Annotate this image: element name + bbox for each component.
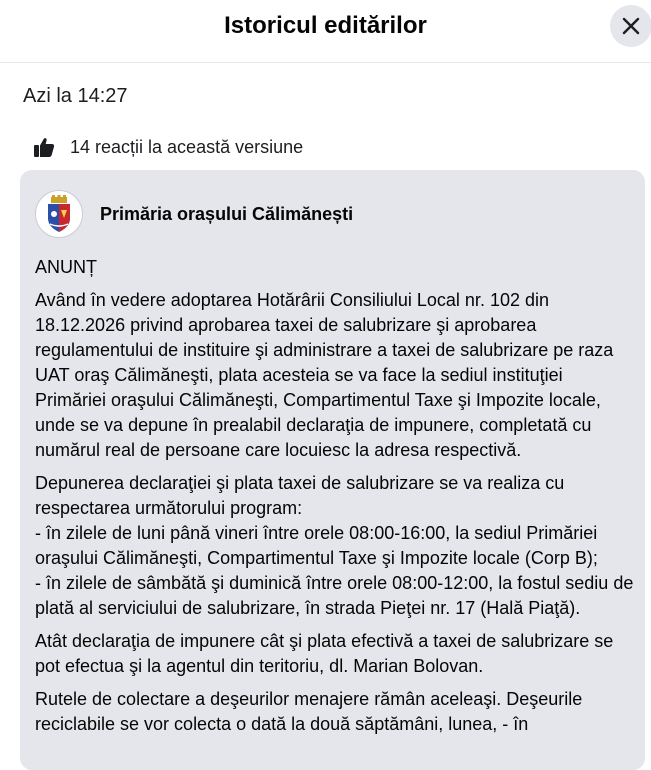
- post-paragraph: [35, 288, 635, 463]
- paragraph-line: - în zilele de luni până vineri între orele 08:00-16:00, la sediul Primăriei oraşului Călimăneşti, Compartimentul Taxe şi Impozite locale (Corp B);: [35, 523, 598, 568]
- post-heading: ANUNȚ: [35, 257, 97, 277]
- paragraph-line: Rutele de colectare a deşeurilor menajere rămân aceleaşi. Deşeurile reciclabile se vor colecta o dată la două săptămâni, lunea, - în: [35, 689, 583, 734]
- page-name-link[interactable]: Primăria orașului Călimănești: [100, 203, 354, 224]
- post-paragraph: [35, 629, 635, 679]
- dialog-title: Istoricul editărilor: [224, 12, 427, 39]
- paragraph-line: Atât declaraţia de impunere cât şi plata efectivă a taxei de salubrizare se pot efectua şi la agentul din teritoriu, dl. Marian Bolovan.: [35, 631, 614, 676]
- close-icon: [622, 17, 640, 35]
- thumbs-up-icon: [33, 136, 55, 158]
- reactions-row[interactable]: [33, 134, 303, 160]
- post-text: [35, 255, 635, 745]
- post-author: [35, 190, 353, 238]
- coat-of-arms-logo: [39, 194, 79, 234]
- post-card: [20, 170, 645, 770]
- paragraph-line: Depunerea declaraţiei şi plata taxei de salubrizare se va realiza cu respectarea următorului program:: [35, 473, 565, 518]
- version-timestamp: Azi la 14:27: [23, 85, 128, 107]
- post-paragraph: [35, 471, 635, 621]
- close-button[interactable]: [610, 5, 651, 47]
- paragraph-line: - în zilele de sâmbătă şi duminică între orele 08:00-12:00, la fostul sediu de plată al serviciului de salubrizare, în strada Pieţei nr. 17 (Hală Piaţă).: [35, 573, 634, 618]
- dialog-header: [0, 0, 651, 63]
- reactions-label: 14 reacții la această versiune: [70, 136, 304, 157]
- avatar[interactable]: [35, 190, 83, 238]
- post-paragraph: [35, 687, 635, 737]
- paragraph-line: Având în vedere adoptarea Hotărârii Consiliului Local nr. 102 din 18.12.2026 privind aprobarea taxei de salubrizare şi aprobarea regulamentului de instituire şi administrare a taxei de salubrizare pe raza UAT oraş Călimăneşti, plata acesteia se va face la sediul instituţiei Primăriei oraşului Călimăneşti, Compartimentul Taxe şi Impozite locale, unde se va depune în prealabil declaraţia de impunere, completată cu numărul real de persoane care locuiesc la adresa respectivă.: [35, 290, 614, 460]
